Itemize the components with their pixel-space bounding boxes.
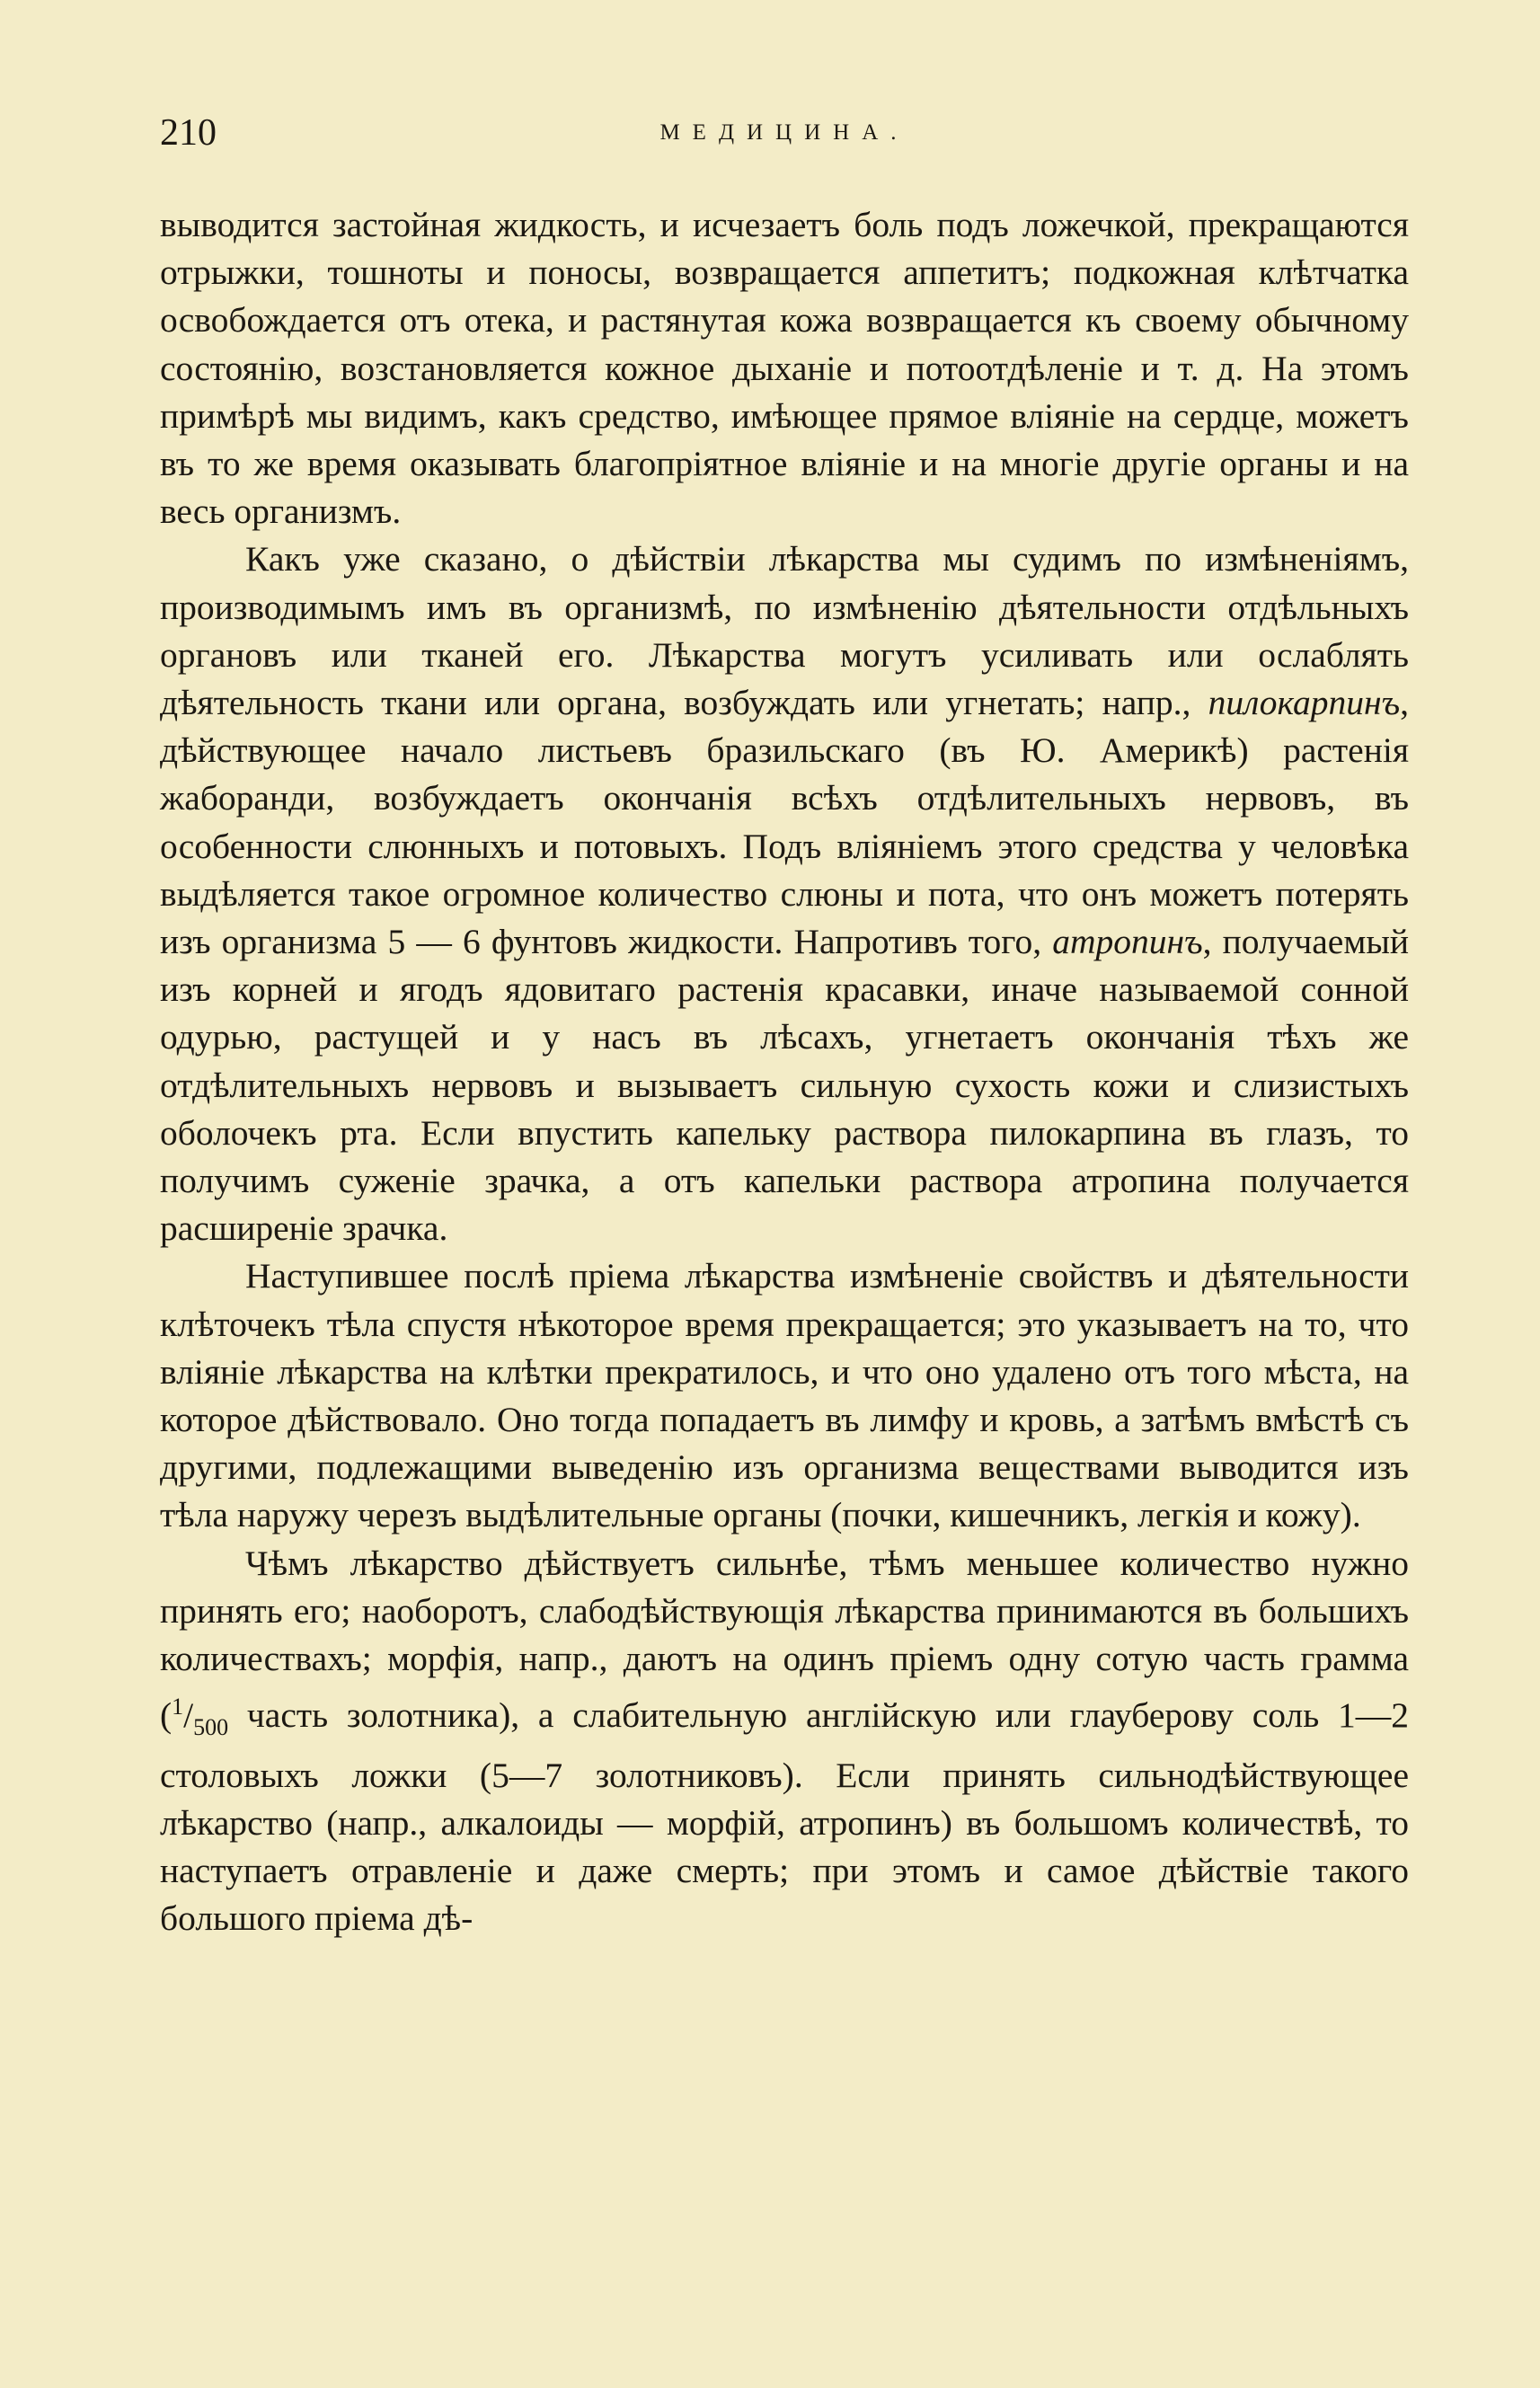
- page-number: 210: [160, 112, 217, 154]
- paragraph-4-text-a: Чѣмъ лѣкарство дѣйствуетъ сильнѣе, тѣмъ меньшее количество нужно принять его; наоборотъ, слабодѣйствующія лѣкарства принимаются въ большихъ количествахъ; морфія, напр., даютъ на одинъ пріемъ одну сотую часть грамма (: [160, 1543, 1409, 1736]
- fraction-numerator: 1: [172, 1694, 184, 1720]
- paragraph-4-text-b: часть золотника), а слабительную англійскую или глауберову соль 1—2 столовыхъ ложки (5—7 золотниковъ). Если принять сильнодѣйствующее лѣкарство (напр., алкалоиды — морфій, атропинъ) въ большомъ количествѣ, то наступаетъ отравленіе и даже смерть; при этомъ и самое дѣйствіе такого большого пріема дѣ-: [160, 1695, 1409, 1939]
- body-text: [160, 201, 1409, 1942]
- page-header: [160, 106, 1409, 160]
- paragraph-2: [160, 535, 1409, 1252]
- fraction-denominator: 500: [193, 1714, 229, 1741]
- term-atropine: атропинъ: [1052, 922, 1203, 962]
- paragraph-2-text-a: Какъ уже сказано, о дѣйствіи лѣкарства мы судимъ по измѣненіямъ, производимымъ имъ въ организмѣ, по измѣненію дѣятельности отдѣльныхъ органовъ или тканей его. Лѣкарства могутъ усиливать или ослаблять дѣятельность ткани или органа, возбуждать или угнетать; напр.,: [160, 539, 1409, 723]
- term-pilocarpine: пилокарпинъ: [1208, 683, 1401, 723]
- paragraph-1-text: выводится застойная жидкость, и исчезаетъ боль подъ ложечкой, прекращаются отрыжки, тошноты и поносы, возвращается аппетитъ; подкожная клѣтчатка освобождается отъ отека, и растянутая кожа возвращается къ своему обычному состоянію, возстановляется кожное дыханіе и потоотдѣленіе и т. д. На этомъ примѣрѣ мы видимъ, какъ средство, имѣющее прямое вліяніе на сердце, можетъ въ то же время оказывать благопріятное вліяніе и на многіе другіе органы и на весь организмъ.: [160, 205, 1409, 532]
- paragraph-2-text-c: , получаемый изъ корней и ягодъ ядовитаго растенія красавки, иначе называемой сонной одурью, растущей и у насъ въ лѣсахъ, угнетаетъ окончанія тѣхъ же отдѣлительныхъ нервовъ и вызываетъ сильную сухость кожи и слизистыхъ оболочекъ рта. Если впустить капельку раствора пилокарпина въ глазъ, то получимъ суженіе зрачка, а отъ капельки раствора атропина получается расширеніе зрачка.: [160, 922, 1410, 1249]
- paragraph-2-text-b: , дѣйствующее начало листьевъ бразильскаго (въ Ю. Америкѣ) растенія жаборанди, возбуждаетъ окончанія всѣхъ отдѣлительныхъ нервовъ, въ особенности слюнныхъ и потовыхъ. Подъ вліяніемъ этого средства у человѣка выдѣляется такое огромное количество слюны и пота, что онъ можетъ потерять изъ организма 5 — 6 фунтовъ жидкости. Напротивъ того,: [160, 683, 1409, 962]
- paragraph-3-text: Наступившее послѣ пріема лѣкарства измѣненіе свойствъ и дѣятельности клѣточекъ тѣла спустя нѣкоторое время прекращается; это указываетъ на то, что вліяніе лѣкарства на клѣтки прекратилось, и что оно удалено отъ того мѣста, на которое дѣйствовало. Оно тогда попадаетъ въ лимфу и кровь, а затѣмъ вмѣстѣ съ другими, подлежащими выведенію изъ организма веществами выводится изъ тѣла наружу черезъ выдѣлительные органы (почки, кишечникъ, легкія и кожу).: [160, 1256, 1409, 1535]
- fraction: $^1/_{500}$: [172, 1694, 229, 1741]
- paragraph-1: [160, 201, 1409, 535]
- running-title: МЕДИЦИНА.: [659, 120, 909, 145]
- paragraph-3: [160, 1252, 1409, 1539]
- paragraph-4: [160, 1540, 1409, 1943]
